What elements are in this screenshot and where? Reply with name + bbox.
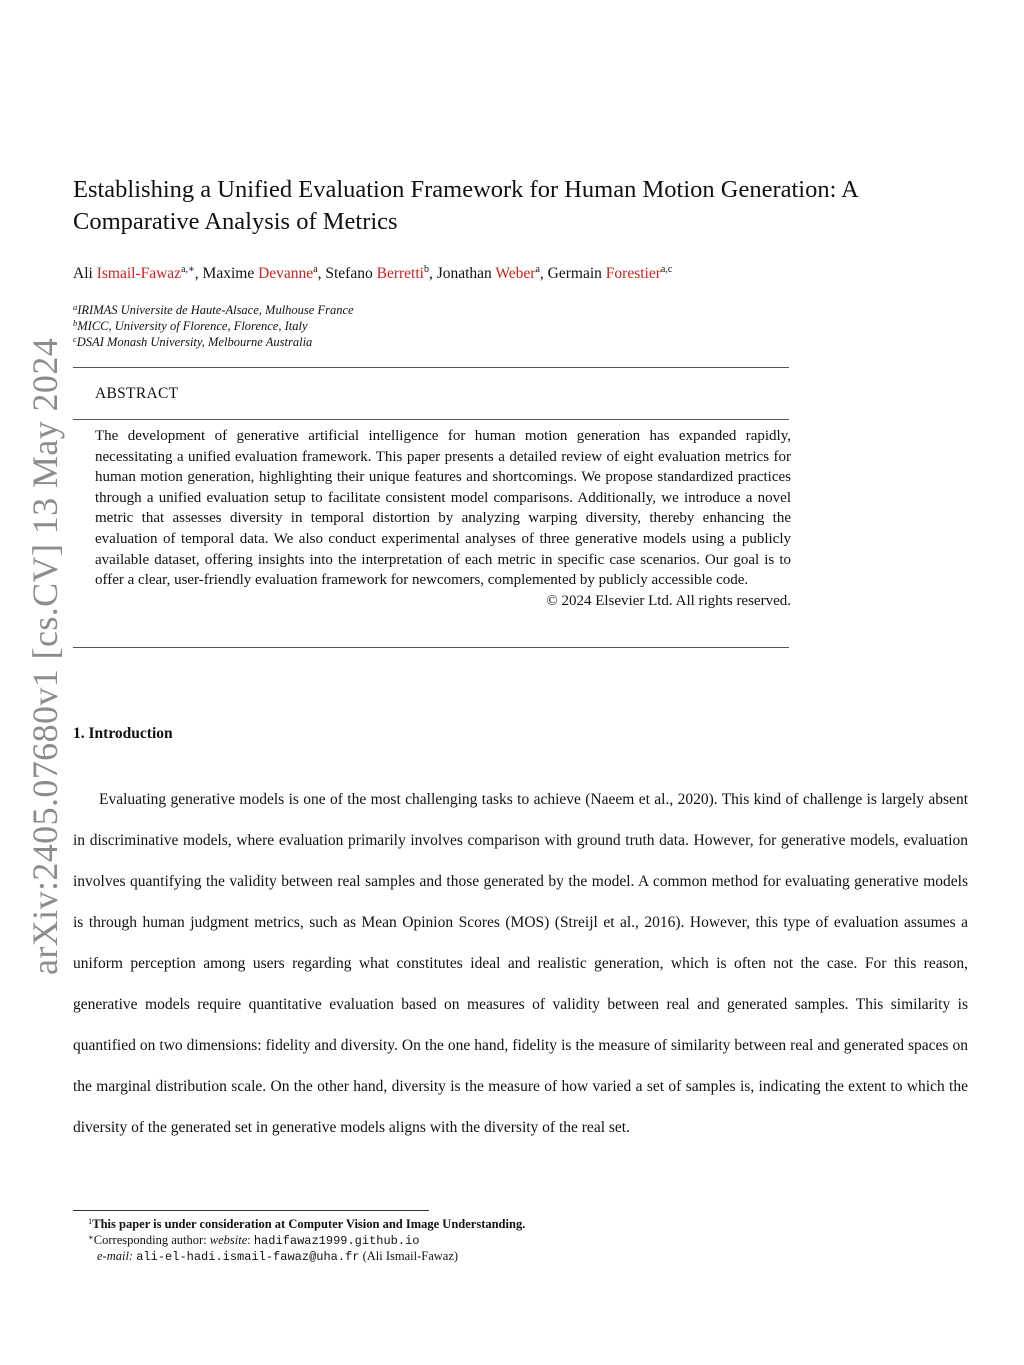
footnote: $^1$This paper is under consideration at Computer Vision and Image Understanding. [88,1216,526,1231]
paper-title: Establishing a Unified Evaluation Framework for Human Motion Generation: A Comparative Analysis of Metrics [73,176,858,235]
section-heading: 1. Introduction [73,725,173,742]
arxiv-identifier: arXiv:2405.07680v1 [cs.CV] 13 May 2024 [25,337,65,975]
divider [73,647,789,648]
affiliation: $^a$IRIMAS Universite de Haute-Alsace, Mulhouse France [73,302,354,317]
author-list: Ali Ismail-Fawaz$^{a,∗}$, Maxime Devanne$^a$, Stefano Berretti$^b$, Jonathan Weber$^a$, Germain Forestier$^{a,c}$ [73,264,673,282]
email-line: e-mail: ali-el-hadi.ismail-fawaz@uha.fr (Ali Ismail-Fawaz) [97,1249,459,1264]
abstract-text: The development of generative artificial intelligence for human motion generation has expanded rapidly, necessitating a unified evaluation framework. This paper presents a detailed review of eight evaluation metrics for human motion generation, highlighting their unique features and shortcomings. We propose standardized practices through a unified evaluation setup to facilitate consistent model comparisons. Additionally, we introduce a novel metric that assesses diversity in temporal distortion by analyzing warping diversity, thereby enhancing the evaluation of temporal data. We also conduct experimental analyses of three generative models using a publicly available dataset, offering insights into the interpretation of each metric in specific case scenarios. Our goal is to offer a clear, user-friendly evaluation framework for newcomers, complemented by publicly accessible code. [95,428,791,589]
affiliation: $^c$DSAI Monash University, Melbourne Australia [73,334,313,349]
abstract [95,426,791,611]
website-link[interactable]: hadifawaz1999.github.io [253,1234,420,1248]
author-link[interactable]: Forestier [605,265,661,282]
author-link[interactable]: Berretti [376,265,424,282]
email-link[interactable]: ali-el-hadi.ismail-fawaz@uha.fr [136,1250,360,1264]
author-link[interactable]: Ismail-Fawaz [96,265,182,282]
divider [73,367,789,368]
author-link[interactable]: Weber [495,265,536,282]
corresponding-author: ∗Corresponding author: website: hadifawaz1999.github.io [88,1232,420,1248]
affiliation: $^b$MICC, University of Florence, Florence, Italy [73,318,308,333]
intro-paragraph: Evaluating generative models is one of the most challenging tasks to achieve (Naeem et al., 2020). This kind of challenge is largely absent in discriminative models, where evaluation primarily involves comparison with ground truth data. However, for generative models, evaluation involves quantifying the validity between real samples and those generated by the model. A common method for evaluating generative models is through human judgment metrics, such as Mean Opinion Scores (MOS) (Streijl et al., 2016). However, this type of evaluation assumes a uniform perception among users regarding what constitutes ideal and realistic generation, which is often not the case. For this reason, generative models require quantitative evaluation based on measures of validity between real and generated samples. This similarity is quantified on two dimensions: fidelity and diversity. On the one hand, fidelity is the measure of similarity between real and generated spaces on the marginal distribution scale. On the other hand, diversity is the measure of how varied a set of samples is, indicating the extent to which the diversity of the generated set in generative models aligns with the diversity of the real set. [73,791,968,1136]
divider [73,419,789,420]
footnote-rule [73,1210,429,1211]
author-link[interactable]: Devanne [258,265,314,282]
copyright: © 2024 Elsevier Ltd. All rights reserved. [546,592,791,609]
affiliations [73,302,673,350]
abstract-heading: ABSTRACT [95,385,179,402]
